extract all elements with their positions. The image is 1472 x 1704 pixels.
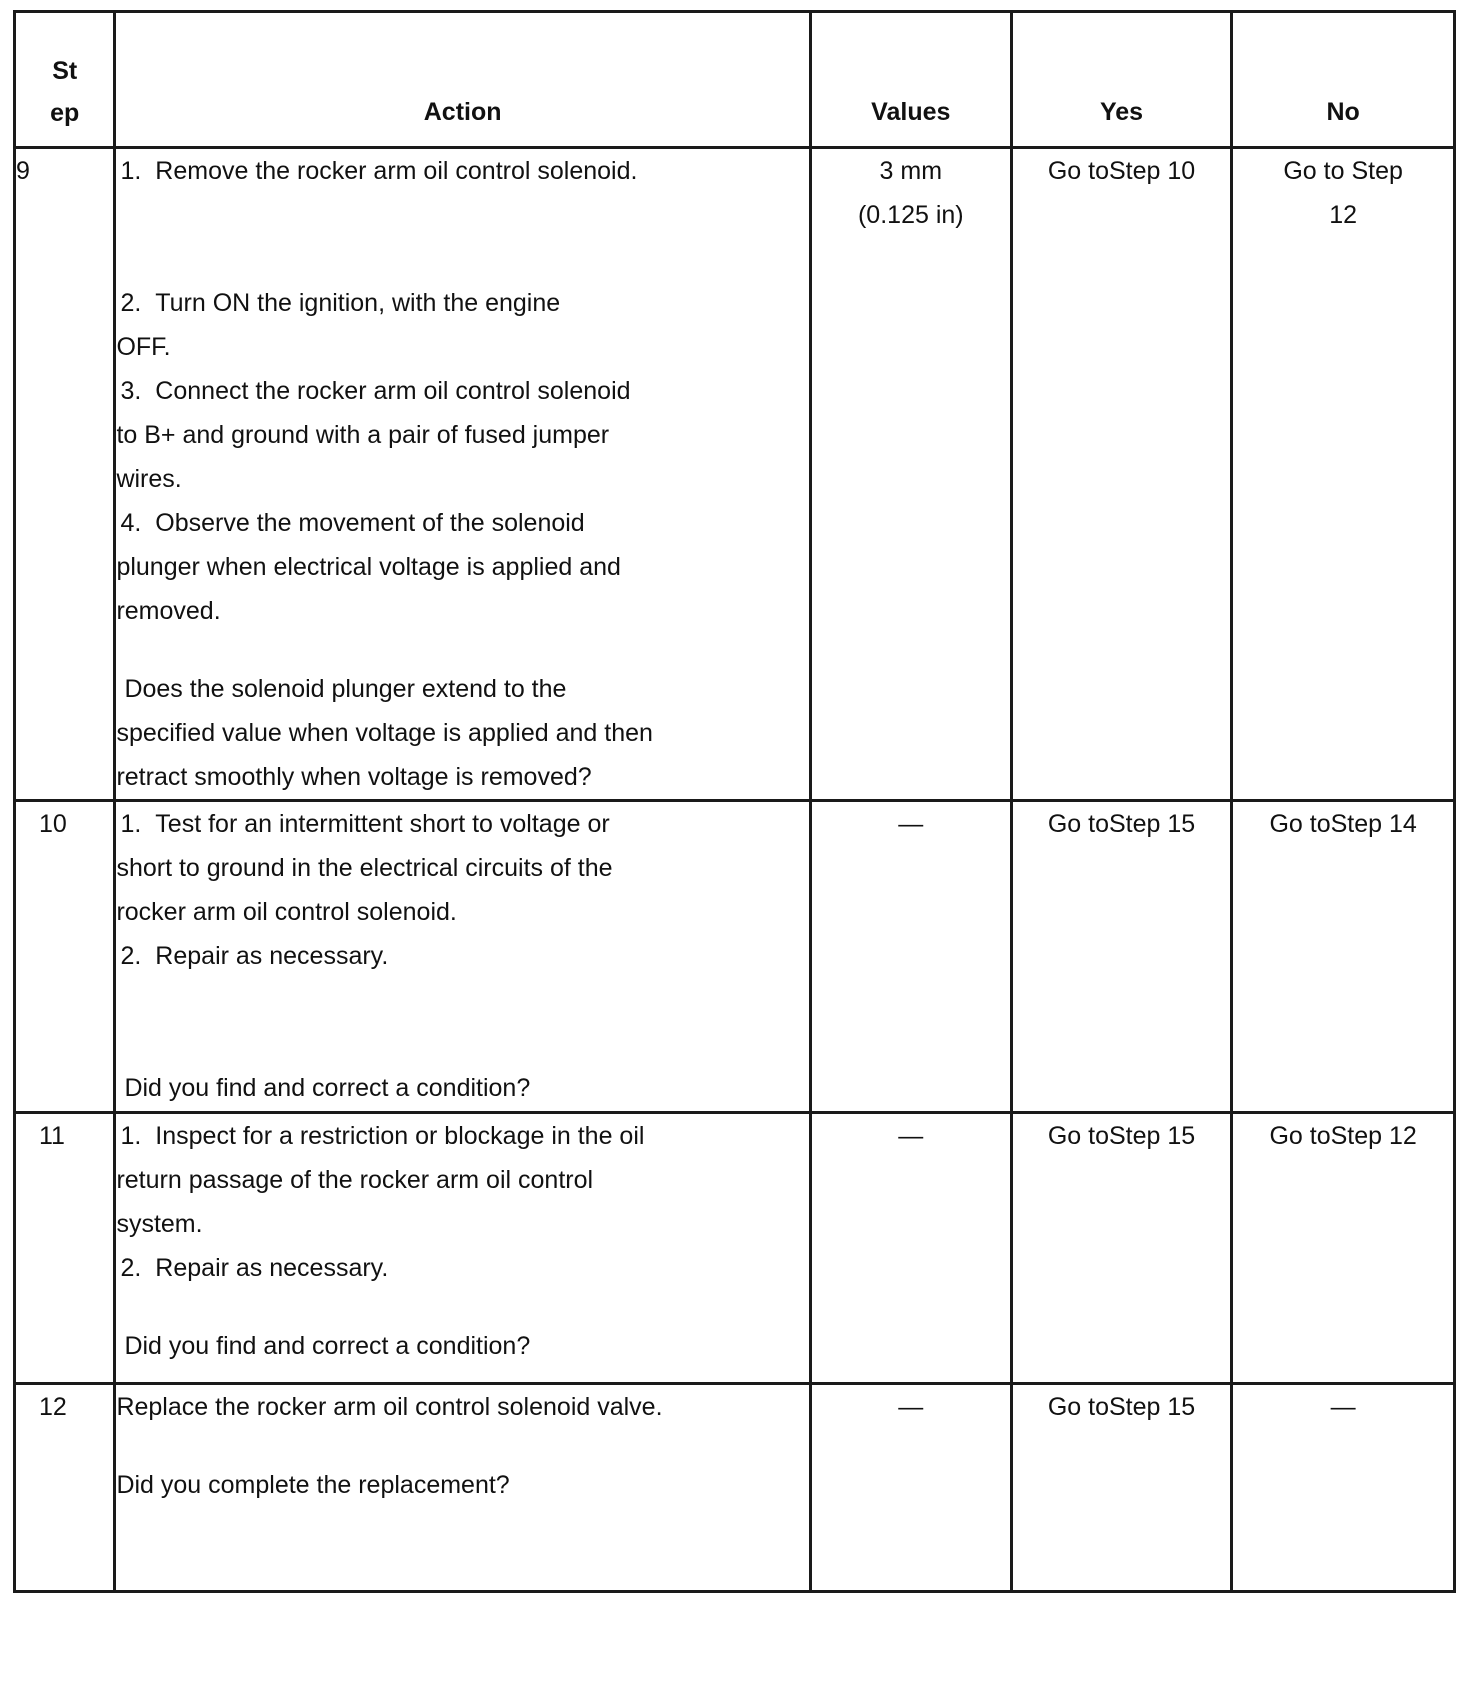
spacer xyxy=(116,1290,808,1324)
yes-cell: Go toStep 15 xyxy=(1011,801,1232,1113)
action-text: Observe the movement of the solenoid xyxy=(155,509,585,537)
action-line xyxy=(116,149,808,193)
action-line xyxy=(116,802,808,846)
step-index: 2. xyxy=(120,942,142,970)
header-step xyxy=(15,12,115,148)
spacer xyxy=(116,978,808,1066)
step-number: 11 xyxy=(15,1113,115,1384)
action-text: Repair as necessary. xyxy=(155,1254,389,1282)
step-index: 2. xyxy=(120,1254,142,1282)
table-row xyxy=(15,1113,1455,1384)
action-text: short to ground in the electrical circuits of the xyxy=(116,854,613,882)
no-cell: Go toStep 12 xyxy=(1232,1113,1455,1384)
question-text: Did you find and correct a condition? xyxy=(124,1332,531,1360)
table-row xyxy=(15,1384,1455,1592)
step-number: 12 xyxy=(15,1384,115,1592)
no-cell: Go toStep 14 xyxy=(1232,801,1455,1113)
value-text: (0.125 in) xyxy=(857,201,964,229)
action-text: rocker arm oil control solenoid. xyxy=(116,898,457,926)
header-row xyxy=(15,12,1455,148)
action-text: to B+ and ground with a pair of fused jumper xyxy=(116,421,610,449)
question-text: Did you complete the replacement? xyxy=(116,1471,510,1499)
action-text: Remove the rocker arm oil control solenoid. xyxy=(155,157,638,185)
yes-cell: Go toStep 15 xyxy=(1011,1384,1232,1592)
value-dash: — xyxy=(898,1393,924,1421)
yes-cell: Go toStep 15 xyxy=(1011,1113,1232,1384)
question-text: specified value when voltage is applied and then xyxy=(116,719,653,747)
question-text: Did you find and correct a condition? xyxy=(124,1074,531,1102)
action-line xyxy=(116,1246,808,1290)
step-index: 3. xyxy=(120,377,142,405)
header-values: Values xyxy=(810,12,1011,148)
action-text: plunger when electrical voltage is applied and xyxy=(116,553,621,581)
values-cell xyxy=(810,148,1011,801)
value-dash: — xyxy=(898,1122,924,1150)
action-text: Turn ON the ignition, with the engine xyxy=(155,289,561,317)
step-index: 1. xyxy=(120,810,142,838)
value-text: 3 mm xyxy=(879,157,943,185)
step-index: 1. xyxy=(120,157,142,185)
diagnostic-table xyxy=(13,10,1456,1593)
action-text: Inspect for a restriction or blockage in the oil xyxy=(155,1122,645,1150)
step-index: 4. xyxy=(120,509,142,537)
action-text: Connect the rocker arm oil control solenoid xyxy=(155,377,631,405)
action-line xyxy=(116,369,808,413)
action-line xyxy=(116,934,808,978)
action-text: removed. xyxy=(116,597,221,625)
action-text: system. xyxy=(116,1210,203,1238)
value-dash: — xyxy=(898,810,924,838)
spacer xyxy=(116,633,808,667)
action-text: OFF. xyxy=(116,333,171,361)
table-row xyxy=(15,148,1455,801)
values-cell xyxy=(810,801,1011,1113)
action-cell xyxy=(115,148,810,801)
action-cell xyxy=(115,801,810,1113)
step-index: 2. xyxy=(120,289,142,317)
action-text: Replace the rocker arm oil control solenoid valve. xyxy=(116,1393,663,1421)
action-cell xyxy=(115,1384,810,1592)
header-yes: Yes xyxy=(1011,12,1232,148)
table-row xyxy=(15,801,1455,1113)
step-number: 9 xyxy=(15,148,115,801)
header-step-line2: ep xyxy=(50,99,80,127)
action-line xyxy=(116,501,808,545)
header-action: Action xyxy=(115,12,810,148)
action-text: Test for an intermittent short to voltage or xyxy=(155,810,610,838)
spacer xyxy=(116,193,808,281)
action-line xyxy=(116,1114,808,1158)
values-cell xyxy=(810,1384,1011,1592)
action-line xyxy=(116,281,808,325)
step-index: 1. xyxy=(120,1122,142,1150)
values-cell xyxy=(810,1113,1011,1384)
question-text: Does the solenoid plunger extend to the xyxy=(124,675,567,703)
no-cell xyxy=(1232,148,1455,801)
spacer xyxy=(116,1429,808,1463)
header-no: No xyxy=(1232,12,1455,148)
action-text: return passage of the rocker arm oil control xyxy=(116,1166,594,1194)
no-text: 12 xyxy=(1329,201,1358,229)
no-cell: — xyxy=(1232,1384,1455,1592)
question-text: retract smoothly when voltage is removed? xyxy=(116,763,592,791)
yes-cell: Go toStep 10 xyxy=(1011,148,1232,801)
step-number: 10 xyxy=(15,801,115,1113)
no-text: Go to Step xyxy=(1283,157,1403,185)
action-text: Repair as necessary. xyxy=(155,942,389,970)
action-text: wires. xyxy=(116,465,182,493)
header-step-line1: St xyxy=(52,57,78,85)
action-cell xyxy=(115,1113,810,1384)
